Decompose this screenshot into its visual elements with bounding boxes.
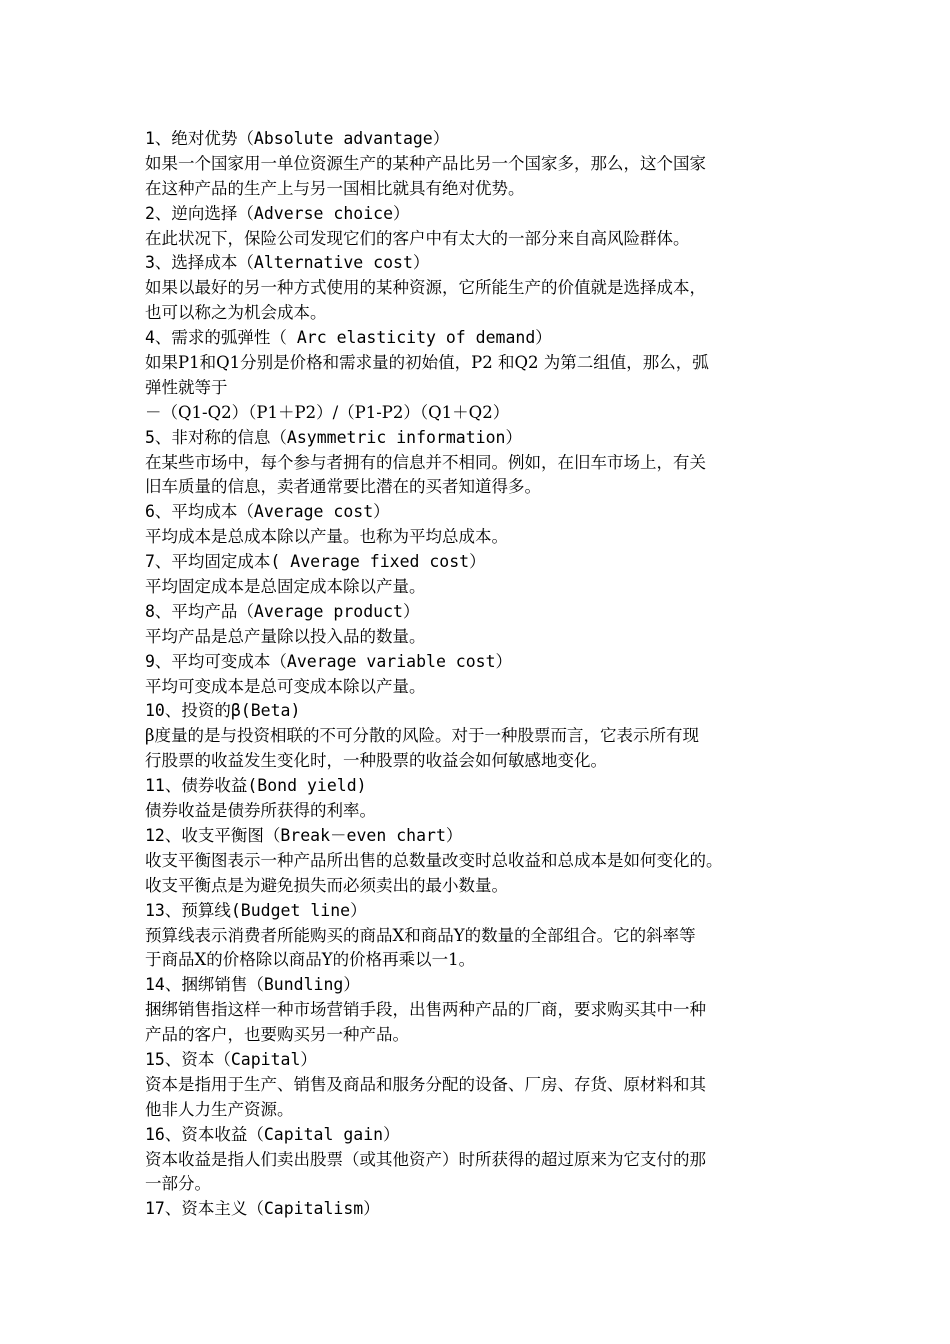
definition-line: 平均可变成本是总可变成本除以产量。	[145, 676, 426, 696]
definition-line: β度量的是与投资相联的不可分散的风险。对于一种股票而言，它表示所有现	[145, 726, 700, 746]
term-heading-14: 14、捆绑销售（Bundling）	[145, 975, 360, 995]
formula-line: －（Q1-Q2）（P1＋P2）/（P1-P2）（Q1＋Q2）	[145, 402, 510, 422]
definition-line: 如果P1和Q1分别是价格和需求量的初始值，P2 和Q2 为第二组值，那么，弧	[145, 353, 709, 373]
definition-line: 收支平衡图表示一种产品所出售的总数量改变时总收益和总成本是如何变化的。	[145, 850, 723, 870]
definition-line: 平均成本是总成本除以产量。也称为平均总成本。	[145, 527, 508, 547]
term-heading-16: 16、资本收益（Capital gain）	[145, 1124, 400, 1144]
term-heading-2: 2、逆向选择（Adverse choice）	[145, 203, 410, 223]
document-body	[145, 127, 825, 1222]
term-heading-17: 17、资本主义（Capitalism）	[145, 1199, 380, 1219]
definition-line: 如果一个国家用一单位资源生产的某种产品比另一个国家多，那么，这个国家	[145, 153, 706, 173]
term-heading-11: 11、债券收益(Bond yield)	[145, 776, 367, 796]
definition-line: 在此状况下，保险公司发现它们的客户中有太大的一部分来自高风险群体。	[145, 228, 690, 248]
definition-line: 捆绑销售指这样一种市场营销手段，出售两种产品的厂商，要求购买其中一种	[145, 1000, 706, 1020]
term-heading-7: 7、平均固定成本( Average fixed cost）	[145, 552, 486, 572]
definition-line: 在某些市场中，每个参与者拥有的信息并不相同。例如，在旧车市场上，有关	[145, 452, 706, 472]
definition-line: 也可以称之为机会成本。	[145, 303, 327, 323]
definition-line: 他非人力生产资源。	[145, 1099, 294, 1119]
definition-line: 一部分。	[145, 1174, 211, 1194]
definition-line: 债券收益是债券所获得的利率。	[145, 801, 376, 821]
definition-line: 如果以最好的另一种方式使用的某种资源，它所能生产的价值就是选择成本，	[145, 278, 706, 298]
definition-line: 预算线表示消费者所能购买的商品X和商品Y的数量的全部组合。它的斜率等	[145, 925, 696, 945]
term-heading-6: 6、平均成本（Average cost）	[145, 502, 390, 522]
term-heading-1: 1、绝对优势（Absolute advantage）	[145, 129, 450, 148]
term-heading-9: 9、平均可变成本（Average variable cost）	[145, 651, 513, 671]
definition-line: 产品的客户，也要购买另一种产品。	[145, 1025, 409, 1045]
term-heading-10: 10、投资的β(Beta)	[145, 701, 301, 721]
definition-line: 在这种产品的生产上与另一国相比就具有绝对优势。	[145, 178, 525, 198]
definition-line: 资本是指用于生产、销售及商品和服务分配的设备、厂房、存货、原材料和其	[145, 1074, 706, 1094]
definition-line: 收支平衡点是为避免损失而必须卖出的最小数量。	[145, 875, 508, 895]
definition-line: 平均产品是总产量除以投入品的数量。	[145, 626, 426, 646]
definition-line: 旧车质量的信息，卖者通常要比潜在的买者知道得多。	[145, 477, 541, 497]
term-heading-5: 5、非对称的信息（Asymmetric information）	[145, 427, 522, 447]
term-heading-15: 15、资本（Capital）	[145, 1049, 317, 1069]
definition-line: 资本收益是指人们卖出股票（或其他资产）时所获得的超过原来为它支付的那	[145, 1149, 706, 1169]
term-heading-13: 13、预算线(Budget line）	[145, 900, 367, 920]
term-heading-3: 3、选择成本（Alternative cost）	[145, 253, 430, 273]
definition-line: 于商品X的价格除以商品Y的价格再乘以一1。	[145, 950, 476, 970]
term-heading-8: 8、平均产品（Average product）	[145, 601, 420, 621]
term-heading-12: 12、收支平衡图（Break－even chart）	[145, 825, 463, 845]
definition-line: 弹性就等于	[145, 377, 228, 397]
term-heading-4: 4、需求的弧弹性（ Arc elasticity of demand）	[145, 328, 552, 348]
definition-line: 平均固定成本是总固定成本除以产量。	[145, 577, 426, 597]
definition-line: 行股票的收益发生变化时，一种股票的收益会如何敏感地变化。	[145, 751, 607, 771]
